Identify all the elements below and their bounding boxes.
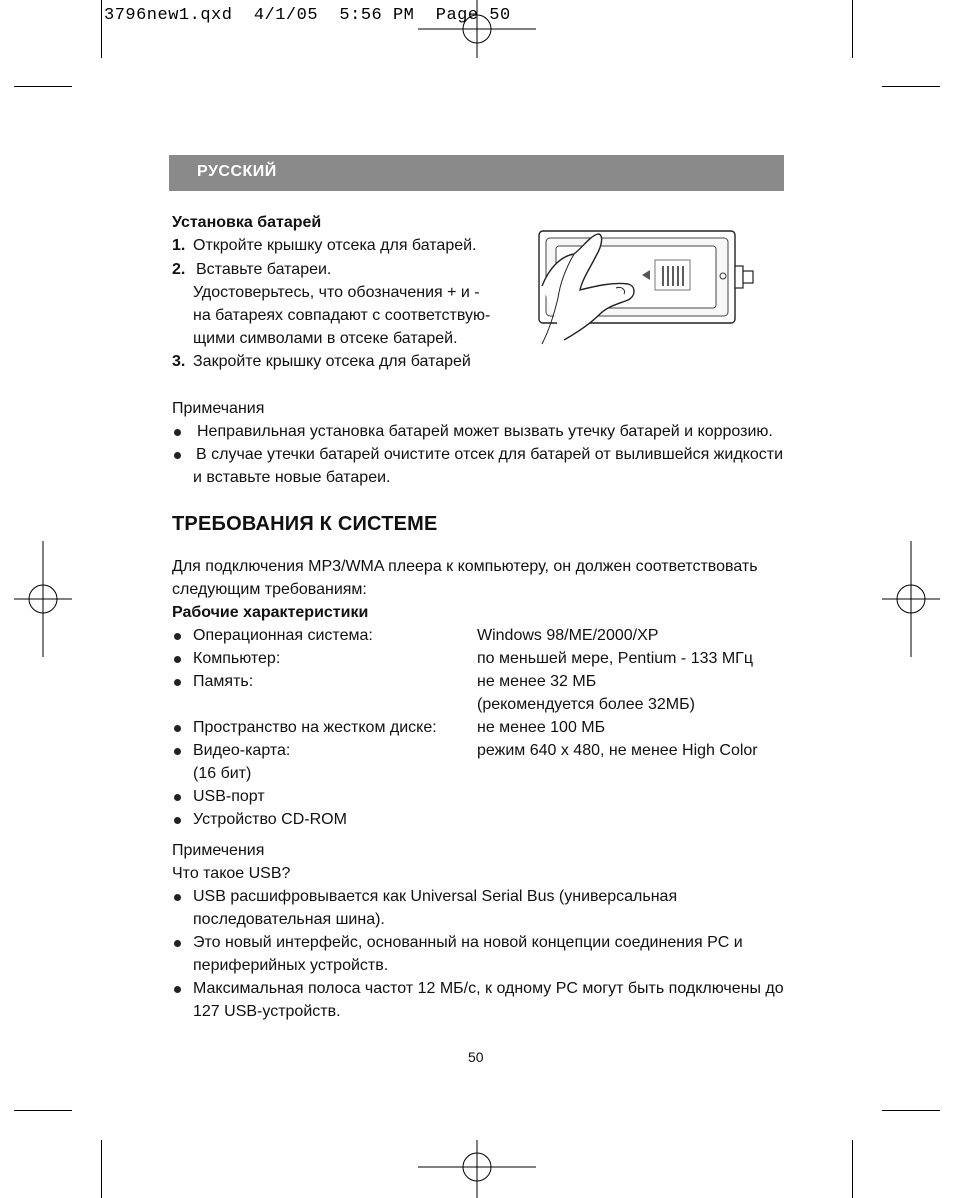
notes-heading: Примечания (172, 400, 265, 417)
page-number: 50 (468, 1049, 484, 1065)
requirement-label: Видео-карта: (193, 742, 291, 759)
requirement-label: Пространство на жестком диске: (193, 719, 437, 736)
bullet-icon (174, 986, 181, 993)
bullet-icon (174, 429, 181, 436)
bullet-icon (174, 633, 181, 640)
requirement-label: (16 бит) (193, 765, 252, 782)
requirement-value: Windows 98/ME/2000/XP (477, 627, 659, 644)
step-text: Откройте крышку отсека для батарей. (193, 237, 477, 254)
crop-mark (852, 0, 853, 58)
notes-heading: Примечения (172, 842, 265, 859)
crop-mark (882, 1110, 940, 1111)
crop-mark (14, 1110, 72, 1111)
step-number: 2. (172, 261, 186, 278)
requirement-label: Операционная система: (193, 627, 373, 644)
notes-question: Что такое USB? (172, 865, 291, 882)
step-text: Закройте крышку отсека для батарей (193, 353, 471, 370)
note-text: последовательная шина). (193, 911, 385, 928)
language-bar (169, 155, 784, 191)
subheading: Рабочие характеристики (172, 604, 369, 621)
step-number: 3. (172, 353, 186, 370)
intro-text: Для подключения MP3/WMA плеера к компьютеру, он должен соответствовать (172, 558, 758, 575)
bullet-icon (174, 725, 181, 732)
bullet-icon (174, 794, 181, 801)
requirement-value: по меньшей мере, Pentium - 133 МГц (477, 650, 753, 667)
requirement-value: не менее 100 МБ (477, 719, 606, 736)
step-number: 1. (172, 237, 186, 254)
crop-mark (852, 1140, 853, 1198)
crop-mark (882, 86, 940, 87)
step-text: щими символами в отсеке батарей. (193, 330, 458, 347)
language-label: РУССКИЙ (197, 163, 277, 180)
registration-mark-left (14, 541, 72, 657)
step-text: Удостоверьтесь, что обозначения + и - (193, 284, 480, 301)
bullet-icon (174, 748, 181, 755)
crop-mark (101, 0, 102, 58)
note-text: Неправильная установка батарей может вызвать утечку батарей и коррозию. (197, 423, 773, 440)
note-text: Максимальная полоса частот 12 МБ/с, к одному PC могут быть подключены до (193, 980, 784, 997)
registration-mark-bottom (418, 1140, 536, 1198)
bullet-icon (174, 679, 181, 686)
note-text: В случае утечки батарей очистите отсек для батарей от вылившейся жидкости (196, 446, 783, 463)
note-text: 127 USB-устройств. (193, 1003, 341, 1020)
battery-cover-illustration (536, 228, 758, 348)
note-text: и вставьте новые батареи. (193, 469, 391, 486)
crop-mark (14, 86, 72, 87)
print-slug: 3796new1.qxd 4/1/05 5:56 PM Page 50 (104, 6, 511, 25)
note-text: периферийных устройств. (193, 957, 389, 974)
note-text: USB расшифровывается как Universal Serial Bus (универсальная (193, 888, 678, 905)
bullet-icon (174, 940, 181, 947)
registration-mark-right (882, 541, 940, 657)
bullet-icon (174, 452, 181, 459)
requirement-label: Память: (193, 673, 254, 690)
step-text: Вставьте батареи. (196, 261, 332, 278)
step-text: на батареях совпадают с соответствую- (193, 307, 491, 324)
requirement-value: не менее 32 МБ (477, 673, 597, 690)
crop-mark (101, 1140, 102, 1198)
requirement-value: режим 640 x 480, не менее High Color (477, 742, 758, 759)
requirement-label: Устройство CD-ROM (193, 811, 347, 828)
requirement-label: Компьютер: (193, 650, 281, 667)
bullet-icon (174, 656, 181, 663)
requirement-value: (рекомендуется более 32МБ) (477, 696, 695, 713)
note-text: Это новый интерфейс, основанный на новой концепции соединения PC и (193, 934, 743, 951)
bullet-icon (174, 894, 181, 901)
intro-text: следующим требованиям: (172, 581, 367, 598)
battery-heading: Установка батарей (172, 214, 322, 231)
bullet-icon (174, 817, 181, 824)
section-title: ТРЕБОВАНИЯ К СИСТЕМЕ (172, 513, 438, 535)
requirement-label: USB-порт (193, 788, 265, 805)
